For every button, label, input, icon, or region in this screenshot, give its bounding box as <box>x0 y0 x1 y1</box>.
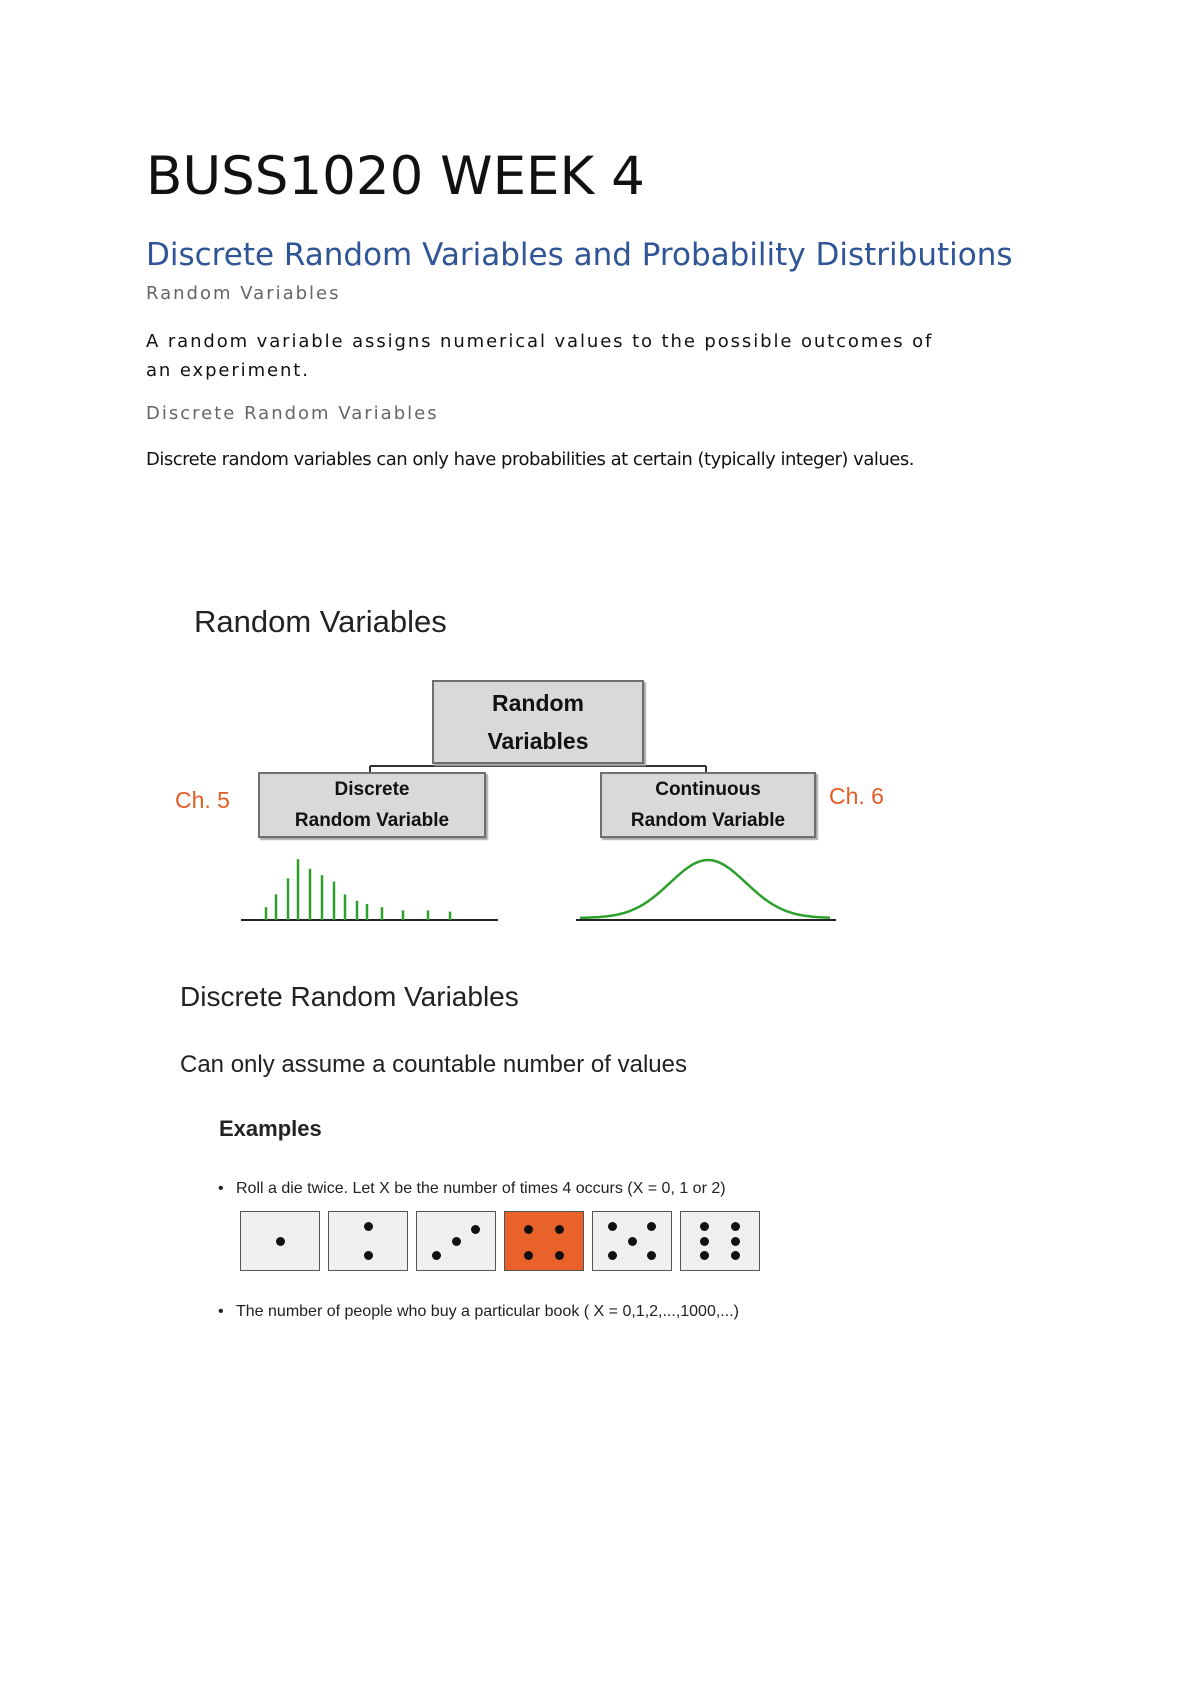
bullet-icon: • <box>218 1303 224 1320</box>
die-face-4 <box>504 1211 584 1271</box>
normal-curve <box>580 860 830 918</box>
box-continuous-random-variable <box>600 772 816 838</box>
box-discrete-line-2: Random Variable <box>294 810 450 831</box>
slide-title-random-variables: Random Variables <box>194 604 447 639</box>
die-pip <box>628 1237 637 1246</box>
dice-row <box>240 1211 780 1275</box>
die-pip <box>524 1251 533 1260</box>
die-pip <box>452 1237 461 1246</box>
box-random-variables <box>432 680 644 764</box>
die-pip <box>731 1222 740 1231</box>
die-pip <box>731 1251 740 1260</box>
continuous-distribution-sketch <box>574 850 840 925</box>
box-root-line-1: Random <box>492 690 584 716</box>
paragraph-random-variable-definition: A random variable assigns numerical values to the possible outcomes of an experiment. <box>146 331 934 381</box>
die-pip <box>276 1237 285 1246</box>
die-pip <box>364 1222 373 1231</box>
die-pip <box>364 1251 373 1260</box>
box-continuous-line-2: Random Variable <box>630 810 786 831</box>
paragraph-discrete-definition: Discrete random variables can only have probabilities at certain (typically integer) values. <box>146 449 914 470</box>
document-title: BUSS1020 WEEK 4 <box>146 146 645 207</box>
discrete-distribution-sketch <box>236 850 502 925</box>
die-pip <box>647 1251 656 1260</box>
bullet-book-example <box>218 1303 739 1321</box>
die-pip <box>731 1237 740 1246</box>
die-face-5 <box>592 1211 672 1271</box>
die-pip <box>524 1225 533 1234</box>
bullet-die-example <box>218 1180 726 1198</box>
chapter-6-label: Ch. 6 <box>829 783 884 809</box>
die-pip <box>700 1222 709 1231</box>
chapter-5-label: Ch. 5 <box>175 787 230 813</box>
bullet-die-text: Roll a die twice. Let X be the number of times 4 occurs (X = 0, 1 or 2) <box>236 1180 726 1197</box>
bullet-book-text: The number of people who buy a particular book ( X = 0,1,2,...,1000,...) <box>236 1303 739 1320</box>
discrete-bars-group <box>266 859 450 920</box>
die-pip <box>608 1251 617 1260</box>
die-pip <box>555 1225 564 1234</box>
die-face-1 <box>240 1211 320 1271</box>
die-pip <box>471 1225 480 1234</box>
die-pip <box>700 1251 709 1260</box>
box-discrete-line-1: Discrete <box>334 779 410 800</box>
die-pip <box>700 1237 709 1246</box>
section-heading: Discrete Random Variables and Probability Distributions <box>146 237 1013 273</box>
box-discrete-random-variable <box>258 772 486 838</box>
subheading-random-variables: Random Variables <box>146 283 341 304</box>
die-pip <box>647 1222 656 1231</box>
slide-subtitle-countable: Can only assume a countable number of values <box>180 1051 687 1078</box>
box-root-line-2: Variables <box>487 728 589 754</box>
examples-label: Examples <box>219 1116 322 1141</box>
die-face-3 <box>416 1211 496 1271</box>
slide-title-discrete-random-variables: Discrete Random Variables <box>180 981 519 1012</box>
bullet-icon: • <box>218 1180 224 1197</box>
die-pip <box>555 1251 564 1260</box>
die-pip <box>432 1251 441 1260</box>
die-pip <box>608 1222 617 1231</box>
die-face-2 <box>328 1211 408 1271</box>
subheading-discrete-random-variables: Discrete Random Variables <box>146 403 439 424</box>
die-face-6 <box>680 1211 760 1271</box>
box-continuous-line-1: Continuous <box>655 779 761 800</box>
